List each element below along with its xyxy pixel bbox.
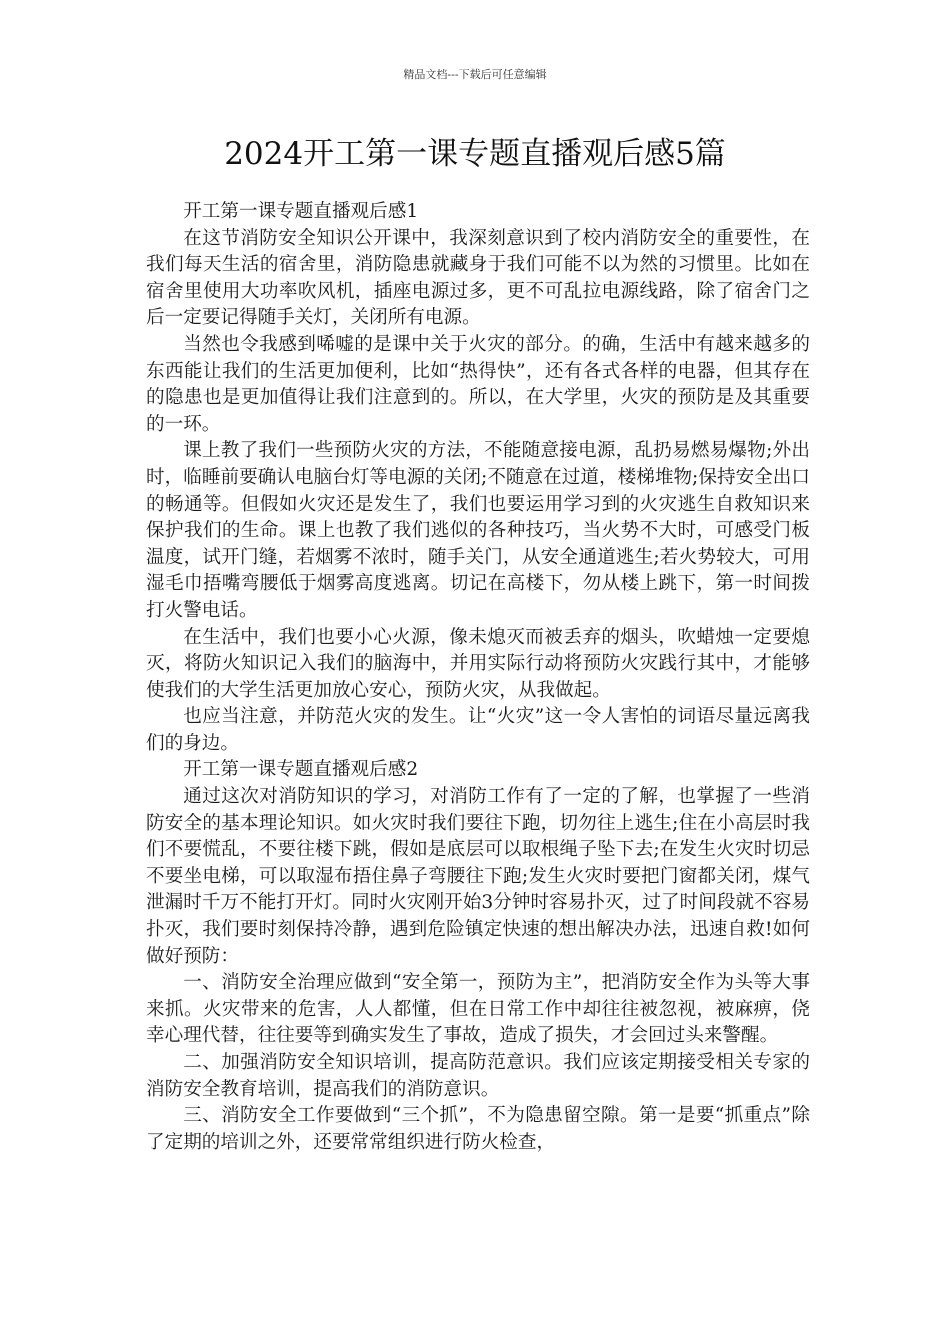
paragraph: 课上教了我们一些预防火灾的方法，不能随意接电源，乱扔易燃易爆物;外出时，临睡前要确认电脑台灯等电源的关闭;不随意在过道，楼梯堆物;保持安全出口的畅通等。但假如火灾还是发生了，我们也要运用学习到的火灾逃生自救知识来保护我们的生命。课上也教了我们逃似的各种技巧，当火势不大时，可感受门板温度，试开门缝，若烟雾不浓时，随手关门，从安全通道逃生;若火势较大，可用湿毛巾捂嘴弯腰低于烟雾高度逃离。切记在高楼下，勿从楼上跳下，第一时间拨打火警电话。 xyxy=(146,440,810,621)
section-heading: 开工第一课专题直播观后感2 xyxy=(183,759,419,781)
paragraph: 二、加强消防安全知识培训，提高防范意识。我们应该定期接受相关专家的消防安全教育培训，提高我们的消防意识。 xyxy=(146,1052,810,1100)
paragraph: 通过这次对消防知识的学习，对消防工作有了一定的了解，也掌握了一些消防安全的基本理论知识。如火灾时我们要往下跑，切勿往上逃生;住在小高层时我们不要慌乱，不要往楼下跳，假如是底层可以取根绳子坠下去;在发生火灾时切忌不要坐电梯，可以取湿布捂住鼻子弯腰往下跑;发生火灾时要把门窗都关闭，煤气泄漏时千万不能打开灯。同时火灾刚开始3分钟时容易扑灭，过了时间段就不容易扑灭，我们要时刻保持冷静，遇到危险镇定快速的想出解决办法，迅速自救!如何做好预防： xyxy=(146,786,810,967)
header-note: 精品文档---下载后可任意编辑 xyxy=(403,68,547,81)
paragraph: 三、消防安全工作要做到“三个抓”，不为隐患留空隙。第一是要“抓重点”除了定期的培训之外，还要常常组织进行防火检查， xyxy=(146,1105,810,1153)
document-title: 2024开工第一课专题直播观后感5篇 xyxy=(224,136,726,172)
document-body xyxy=(146,199,810,1156)
paragraph: 也应当注意，并防范火灾的发生。让“火灾”这一令人害怕的词语尽量远离我们的身边。 xyxy=(146,706,810,754)
paragraph: 当然也令我感到唏嘘的是课中关于火灾的部分。的确，生活中有越来越多的东西能让我们的生活更加便利，比如“热得快”，还有各式各样的电器，但其存在的隐患也是更加值得让我们注意到的。所以，在大学里，火灾的预防是及其重要的一环。 xyxy=(146,333,810,435)
paragraph: 在这节消防安全知识公开课中，我深刻意识到了校内消防安全的重要性，在我们每天生活的宿舍里，消防隐患就藏身于我们可能不以为然的习惯里。比如在宿舍里使用大功率吹风机，插座电源过多，更不可乱拉电源线路，除了宿舍门之后一定要记得随手关灯，关闭所有电源。 xyxy=(146,227,810,329)
paragraph: 在生活中，我们也要小心火源，像未熄灭而被丢弃的烟头，吹蜡烛一定要熄灭，将防火知识记入我们的脑海中，并用实际行动将预防火灾践行其中，才能够使我们的大学生活更加放心安心，预防火灾，从我做起。 xyxy=(146,626,810,701)
paragraph: 一、消防安全治理应做到“安全第一，预防为主”，把消防安全作为头等大事来抓。火灾带来的危害，人人都懂，但在日常工作中却往往被忽视，被麻痹，侥幸心理代替，往往要等到确实发生了事故，造成了损失，才会回过头来警醒。 xyxy=(146,972,810,1047)
section-heading: 开工第一课专题直播观后感1 xyxy=(183,201,419,222)
